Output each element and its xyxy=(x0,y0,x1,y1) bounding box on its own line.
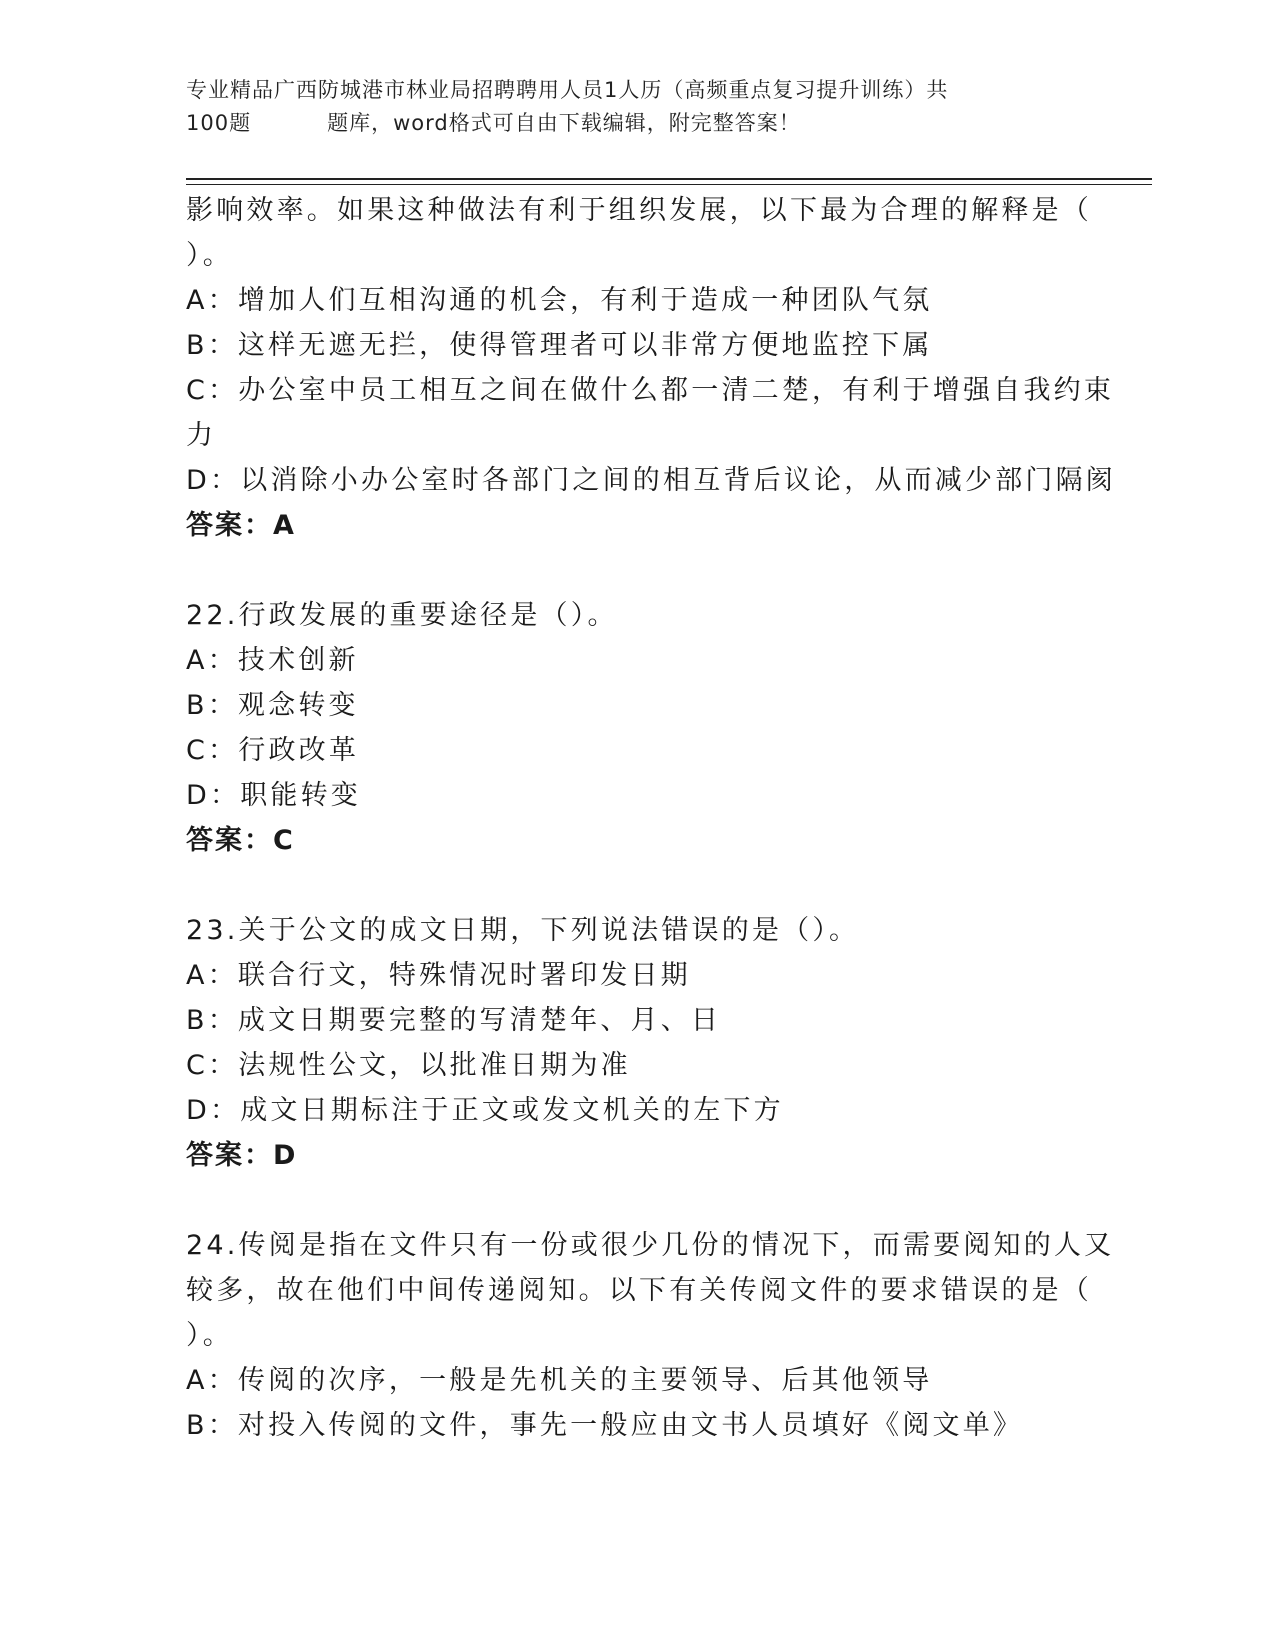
header-title-line-1: 专业精品广西防城港市林业局招聘聘用人员1人历（高频重点复习提升训练）共 xyxy=(186,78,949,102)
option-b: B：成文日期要完整的写清楚年、月、日 xyxy=(186,1005,722,1036)
answer-label: 答案：D xyxy=(186,1140,298,1171)
option-a: A：联合行文，特殊情况时署印发日期 xyxy=(186,960,691,991)
question-stem-line: ）。 xyxy=(186,240,233,271)
option-a: A：技术创新 xyxy=(186,645,359,676)
option-d: D：以消除小办公室时各部门之间的相互背后议论，从而减少部门隔阂 xyxy=(186,465,1116,496)
option-d: D：成文日期标注于正文或发文机关的左下方 xyxy=(186,1095,784,1126)
option-b: B：对投入传阅的文件，事先一般应由文书人员填好《阅文单》 xyxy=(186,1410,1024,1441)
question-24 xyxy=(186,1223,1115,1448)
question-stem-line: 较多，故在他们中间传递阅知。以下有关传阅文件的要求错误的是（ xyxy=(186,1275,1092,1306)
option-a: A：传阅的次序，一般是先机关的主要领导、后其他领导 xyxy=(186,1365,933,1396)
question-stem-line: 22.行政发展的重要途径是（）。 xyxy=(186,600,618,631)
option-a: A：增加人们互相沟通的机会，有利于造成一种团队气氛 xyxy=(186,285,933,316)
option-c: C：办公室中员工相互之间在做什么都一清二楚，有利于增强自我约束 xyxy=(186,375,1115,406)
page-header xyxy=(186,74,1086,140)
question-continued xyxy=(186,188,1116,548)
question-stem-line: 24.传阅是指在文件只有一份或很少几份的情况下，而需要阅知的人又 xyxy=(186,1230,1115,1261)
option-b: B：这样无遮无拦，使得管理者可以非常方便地监控下属 xyxy=(186,330,933,361)
option-c: C：法规性公文，以批准日期为准 xyxy=(186,1050,631,1081)
question-stem-line: 影响效率。如果这种做法有利于组织发展，以下最为合理的解释是（ xyxy=(186,195,1092,226)
header-title-line-2 xyxy=(186,107,1086,140)
header-divider-thick xyxy=(186,178,1152,180)
answer-label: 答案：A xyxy=(186,510,296,541)
question-content xyxy=(186,188,1116,1448)
header-question-count: 100题 xyxy=(186,111,252,135)
option-c: C：行政改革 xyxy=(186,735,360,766)
question-23 xyxy=(186,908,1086,1178)
option-d: D：职能转变 xyxy=(186,780,361,811)
question-stem-line: 23.关于公文的成文日期，下列说法错误的是（）。 xyxy=(186,915,860,946)
option-b: B：观念转变 xyxy=(186,690,359,721)
header-divider-thin xyxy=(186,184,1152,185)
question-stem-line: ）。 xyxy=(186,1320,233,1351)
option-c-wrap: 力 xyxy=(186,420,217,451)
answer-label: 答案：C xyxy=(186,825,295,856)
header-subtitle: 题库，word格式可自由下载编辑，附完整答案！ xyxy=(327,111,801,135)
question-22 xyxy=(186,593,1086,863)
